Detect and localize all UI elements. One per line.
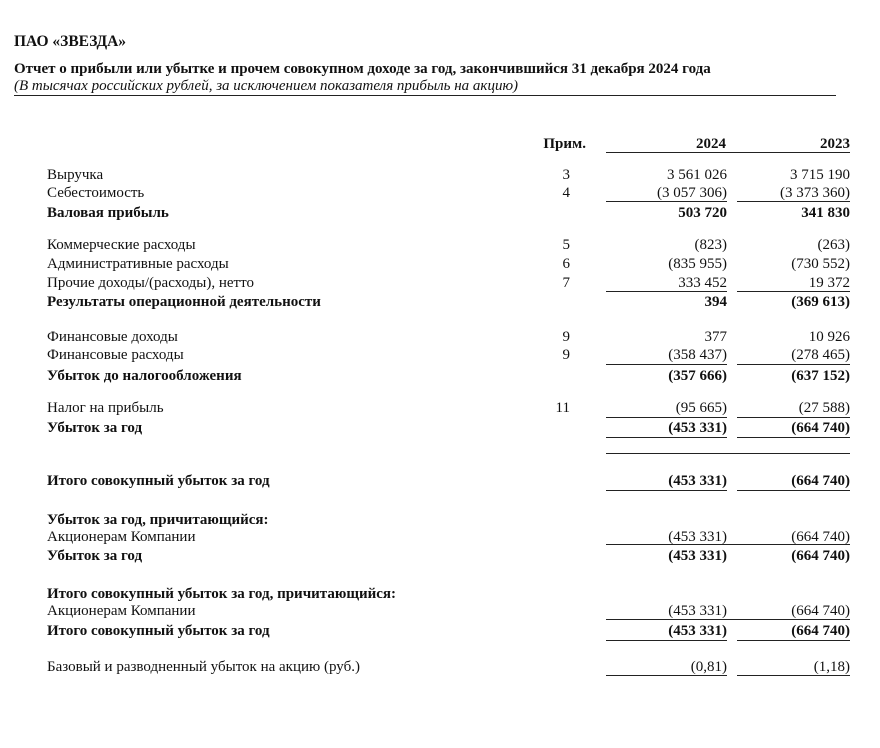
row-label: Финансовые расходы bbox=[47, 347, 184, 363]
row-label: Акционерам Компании bbox=[47, 529, 196, 545]
column-header-2024: 2024 bbox=[696, 136, 726, 152]
value-2024: (358 437) bbox=[668, 347, 727, 363]
table-row bbox=[0, 623, 880, 641]
row-label: Убыток за год bbox=[47, 420, 143, 436]
underline-rule bbox=[606, 453, 850, 454]
value-2024: (453 331) bbox=[668, 603, 727, 619]
table-row bbox=[0, 237, 880, 255]
column-header-2023: 2023 bbox=[820, 136, 850, 152]
row-note: 6 bbox=[562, 256, 570, 272]
value-2024: (453 331) bbox=[668, 548, 727, 564]
value-2023: 3 715 190 bbox=[790, 167, 850, 183]
row-label: Финансовые доходы bbox=[47, 329, 178, 345]
row-label: Коммерческие расходы bbox=[47, 237, 196, 253]
table-row bbox=[0, 400, 880, 418]
table-row bbox=[0, 294, 880, 312]
table-row bbox=[0, 167, 880, 185]
row-label: Выручка bbox=[47, 167, 104, 183]
company-name: ПАО «ЗВЕЗДА» bbox=[14, 33, 127, 50]
table-row bbox=[0, 512, 880, 530]
row-note: 4 bbox=[562, 185, 570, 201]
table-row bbox=[0, 548, 880, 566]
underline-rule bbox=[606, 152, 850, 153]
value-2023: (278 465) bbox=[791, 347, 850, 363]
row-label: Административные расходы bbox=[47, 256, 229, 272]
value-2023: (369 613) bbox=[791, 294, 850, 310]
value-2024: 503 720 bbox=[678, 205, 727, 221]
table-row bbox=[0, 603, 880, 621]
row-label: Результаты операционной деятельности bbox=[47, 294, 321, 310]
row-label: Итого совокупный убыток за год bbox=[47, 623, 270, 639]
value-2023: (664 740) bbox=[791, 473, 850, 489]
row-label: Налог на прибыль bbox=[47, 400, 164, 416]
row-label: Убыток за год bbox=[47, 548, 143, 564]
table-row bbox=[0, 368, 880, 386]
table-row bbox=[0, 185, 880, 203]
row-note: 7 bbox=[562, 275, 570, 291]
table-row bbox=[0, 529, 880, 547]
row-note: 9 bbox=[562, 347, 570, 363]
table-row bbox=[0, 586, 880, 604]
row-note: 9 bbox=[562, 329, 570, 345]
row-label: Базовый и разводненный убыток на акцию (руб.) bbox=[47, 659, 360, 675]
value-2023: (263) bbox=[817, 237, 850, 253]
value-2024: (453 331) bbox=[668, 529, 727, 545]
value-2024: 394 bbox=[704, 294, 727, 310]
table-row bbox=[0, 256, 880, 274]
table-row bbox=[0, 275, 880, 293]
statement-title: Отчет о прибыли или убытке и прочем совокупном доходе за год, закончившийся 31 декабря 2024 года bbox=[14, 61, 711, 77]
row-note: 3 bbox=[562, 167, 570, 183]
row-label: Валовая прибыль bbox=[47, 205, 169, 221]
row-label: Прочие доходы/(расходы), нетто bbox=[47, 275, 254, 291]
value-2024: (835 955) bbox=[668, 256, 727, 272]
value-2023: (27 588) bbox=[798, 400, 850, 416]
table-row bbox=[0, 329, 880, 347]
value-2023: (664 740) bbox=[791, 623, 850, 639]
value-2023: (664 740) bbox=[791, 529, 850, 545]
value-2024: (95 665) bbox=[675, 400, 727, 416]
value-2024: 333 452 bbox=[678, 275, 727, 291]
value-2023: (3 373 360) bbox=[780, 185, 850, 201]
value-2023: (664 740) bbox=[791, 603, 850, 619]
value-2023: (664 740) bbox=[791, 420, 850, 436]
value-2024: (3 057 306) bbox=[657, 185, 727, 201]
column-header-note: Прим. bbox=[543, 136, 586, 152]
table-row bbox=[0, 347, 880, 365]
row-label: Себестоимость bbox=[47, 185, 145, 201]
table-row bbox=[0, 473, 880, 491]
value-2024: (453 331) bbox=[668, 623, 727, 639]
value-2024: (0,81) bbox=[690, 659, 727, 675]
value-2024: 3 561 026 bbox=[667, 167, 727, 183]
row-label: Убыток за год, причитающийся: bbox=[47, 512, 269, 528]
row-label: Итого совокупный убыток за год bbox=[47, 473, 270, 489]
row-label: Акционерам Компании bbox=[47, 603, 196, 619]
value-2023: (1,18) bbox=[813, 659, 850, 675]
row-label: Убыток до налогообложения bbox=[47, 368, 242, 384]
value-2023: 341 830 bbox=[801, 205, 850, 221]
row-note: 5 bbox=[562, 237, 570, 253]
row-note: 11 bbox=[555, 400, 570, 416]
value-2024: (823) bbox=[694, 237, 727, 253]
value-2024: (453 331) bbox=[668, 420, 727, 436]
value-2023: (730 552) bbox=[791, 256, 850, 272]
table-row bbox=[0, 420, 880, 438]
value-2024: (357 666) bbox=[668, 368, 727, 384]
value-2023: (637 152) bbox=[791, 368, 850, 384]
value-2023: 10 926 bbox=[808, 329, 850, 345]
table-row bbox=[0, 205, 880, 223]
value-2024: (453 331) bbox=[668, 473, 727, 489]
statement-subtitle: (В тысячах российских рублей, за исключением показателя прибыль на акцию) bbox=[14, 79, 836, 96]
value-2024: 377 bbox=[704, 329, 727, 345]
value-2023: 19 372 bbox=[808, 275, 850, 291]
value-2023: (664 740) bbox=[791, 548, 850, 564]
table-row bbox=[0, 659, 880, 677]
row-label: Итого совокупный убыток за год, причитающийся: bbox=[47, 586, 397, 602]
